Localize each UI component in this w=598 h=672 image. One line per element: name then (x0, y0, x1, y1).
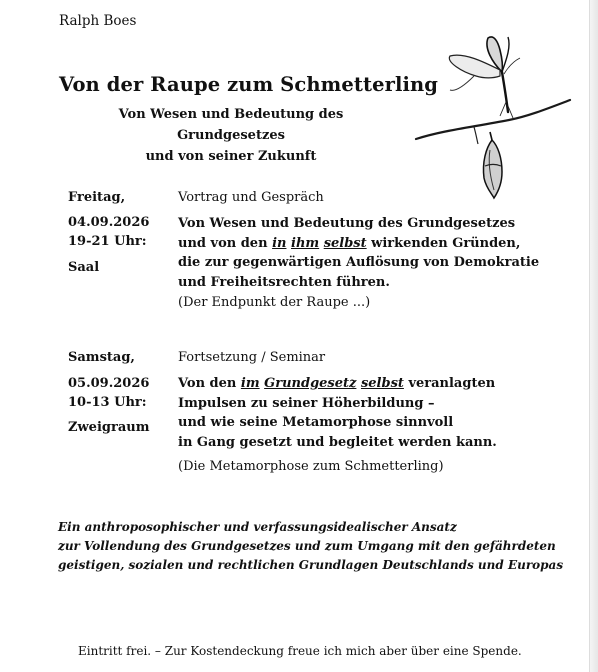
author-name: Ralph Boes (59, 13, 137, 29)
event2-description (178, 374, 497, 452)
event1-note: (Der Endpunkt der Raupe ...) (178, 295, 371, 310)
event1-emphasis-in: in (272, 235, 287, 251)
event1-emphasis-selbst: selbst (323, 235, 367, 251)
event2-desc-text: Von den (178, 376, 237, 391)
event2-desc-text: veranlagten (408, 376, 496, 391)
event2-emphasis-grundgesetz: Grundgesetz (264, 376, 357, 391)
event2-date: 05.09.2026 (68, 376, 150, 391)
butterfly-illustration (414, 32, 574, 207)
event2-kind: Fortsetzung / Seminar (178, 350, 326, 365)
event2-day: Samstag, (68, 350, 135, 365)
event1-desc-line-1: Von Wesen und Bedeutung des Grundgesetzes (178, 216, 516, 231)
footer-note: Eintritt frei. – Zur Kostendeckung freue ich mich aber über eine Spende. (78, 644, 522, 658)
event2-desc-line-2: Impulsen zu seiner Höherbildung – (178, 395, 435, 411)
event2-desc-line-4: in Gang gesetzt und begleitet werden kann. (178, 434, 497, 450)
event1-kind: Vortrag und Gespräch (178, 190, 324, 205)
event1-description (178, 214, 539, 292)
subtitle (66, 104, 396, 167)
event1-date: 04.09.2026 (68, 215, 150, 230)
event2-emphasis-im: im (240, 376, 260, 391)
subtitle-line-1: Von Wesen und Bedeutung des Grundgesetzes (118, 107, 344, 143)
tagline-line-3: geistigen, sozialen und rechtlichen Grundlagen Deutschlands und Europas (58, 558, 564, 572)
event1-time: 19-21 Uhr: (68, 234, 147, 249)
tagline-line-1: Ein anthroposophischer und verfassungsidealischer Ansatz (58, 520, 457, 534)
event1-desc-line-3: die zur gegenwärtigen Auflösung von Demokratie (178, 255, 540, 270)
event2-note: (Die Metamorphose zum Schmetterling) (178, 459, 444, 474)
page-title: Von der Raupe zum Schmetterling (59, 73, 438, 96)
page-edge (589, 0, 598, 672)
event2-time: 10-13 Uhr: (68, 395, 147, 410)
event1-day: Freitag, (68, 190, 126, 205)
event2-place: Zweigraum (68, 420, 150, 435)
event2-desc-line-1 (178, 374, 497, 394)
tagline-line-2: zur Vollendung des Grundgesetzes und zum Umgang mit den gefährdeten (58, 539, 556, 553)
event1-place: Saal (68, 260, 100, 275)
event2-emphasis-selbst: selbst (360, 376, 404, 391)
event1-desc-line-4: und Freiheitsrechten führen. (178, 274, 390, 290)
subtitle-line-2: und von seiner Zukunft (145, 149, 317, 164)
tagline (58, 518, 563, 575)
event1-desc-text: wirkenden Gründen, (371, 235, 521, 251)
event1-desc-line-2 (178, 234, 539, 254)
event1-desc-text: und von den (178, 235, 268, 251)
event1-emphasis-ihm: ihm (291, 235, 320, 251)
event2-desc-line-3: und wie seine Metamorphose sinnvoll (178, 415, 454, 430)
